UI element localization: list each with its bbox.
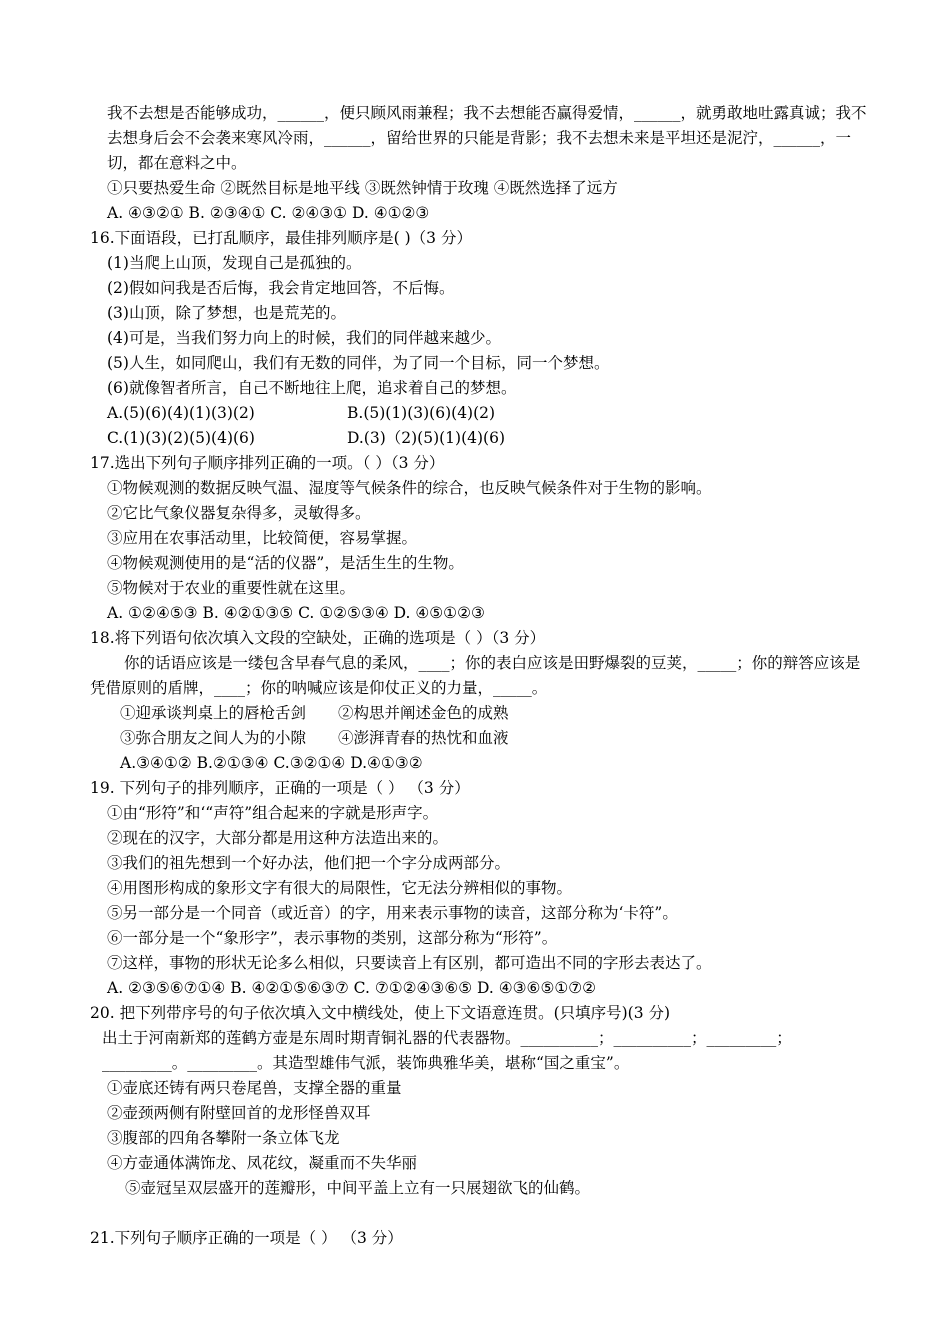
q18-item-3: ③弥合朋友之间人为的小隙 (120, 729, 307, 747)
q20-sentence: ③腹部的四角各攀附一条立体飞龙 (107, 1129, 340, 1147)
q16-options-row-2 (90, 426, 870, 451)
q17-stem: 17.选出下列句子顺序排列正确的一项。（ ）（3 分） (90, 454, 445, 472)
q20-sentence: ⑤壶冠呈双层盛开的莲瓣形，中间平盖上立有一只展翅欲飞的仙鹤。 (125, 1179, 591, 1197)
q19-sentence: ⑤另一部分是一个同音（或近音）的字，用来表示事物的读音，这部分称为‘卡符”。 (107, 904, 678, 922)
q18-item-1: ①迎承谈判桌上的唇枪舌剑 (120, 704, 307, 722)
exam-page (90, 101, 870, 1251)
q18-item-4: ④澎湃青春的热忱和血液 (338, 729, 509, 747)
q19-sentence: ⑦这样，事物的形状无论多么相似，只要读音上有区别，都可造出不同的字形去表达了。 (107, 954, 712, 972)
q16-option-d: D.(3)（2)(5)(1)(4)(6) (347, 429, 505, 447)
q17-options: A. ①②④⑤③ B. ④②①③⑤ C. ①②⑤③④ D. ④⑤①②③ (107, 604, 485, 622)
q19-sentence: ②现在的汉字，大部分都是用这种方法造出来的。 (107, 829, 449, 847)
q19-sentence: ⑥一部分是一个“象形字”，表示事物的类别，这部分称为“形符”。 (107, 929, 558, 947)
q19-sentence: ③我们的祖先想到一个好办法，他们把一个字分成两部分。 (107, 854, 511, 872)
q16-option-b: B.(5)(1)(3)(6)(4)(2) (347, 404, 496, 422)
q17-sentence: ②它比气象仪器复杂得多，灵敏得多。 (107, 504, 371, 522)
q16-sentence: (4)可是，当我们努力向上的时候，我们的同伴越来越少。 (107, 329, 501, 347)
q19-stem: 19. 下列句子的排列顺序，正确的一项是（ ） （3 分） (90, 779, 470, 797)
q20-sentence: ②壶颈两侧有附壁回首的龙形怪兽双耳 (107, 1104, 371, 1122)
q15-passage: 我不去想是否能够成功，______，便只顾风雨兼程；我不去想能否赢得爱情，______，就勇敢地吐露真诚；我不去想身后会不会袭来寒风冷雨，______，留给世界的只能是背影；我不去想未来是平坦还是泥泞，______，一切，都在意料之中。 (107, 104, 867, 172)
q15-items: ①只要热爱生命 ②既然目标是地平线 ③既然钟情于玫瑰 ④既然选择了远方 (107, 179, 618, 197)
q16-sentence: (5)人生，如同爬山，我们有无数的同伴，为了同一个目标，同一个梦想。 (107, 354, 610, 372)
q15-options: A. ④③②① B. ②③④① C. ②④③① D. ④①②③ (107, 204, 430, 222)
q18-items-row-2 (90, 726, 870, 751)
q21-stem: 21.下列句子顺序正确的一项是（ ） （3 分） (90, 1229, 403, 1247)
q20-sentence: ①壶底还铸有两只卷尾兽，支撑全器的重量 (107, 1079, 402, 1097)
q17-sentence: ⑤物候对于农业的重要性就在这里。 (107, 579, 356, 597)
q16-sentence: (3)山顶，除了梦想，也是荒芜的。 (107, 304, 346, 322)
q17-sentence: ④物候观测使用的是“活的仪器”，是活生生的生物。 (107, 554, 464, 572)
q16-sentence: (2)假如问我是否后悔，我会肯定地回答，不后悔。 (107, 279, 455, 297)
q20-passage: 出土于河南新郑的莲鹤方壶是东周时期青铜礼器的代表器物。__________；__________；_________；_________。_________。其造型雄伟气派，装饰典雅华美，堪称“国之重宝”。 (102, 1029, 792, 1072)
q19-sentence: ①由“形符”和‘“声符”组合起来的字就是形声字。 (107, 804, 439, 822)
q16-option-a: A.(5)(6)(4)(1)(3)(2) (107, 404, 255, 422)
q20-stem: 20. 把下列带序号的句子依次填入文中横线处，使上下文语意连贯。(只填序号)(3 分) (90, 1004, 671, 1022)
q19-sentence: ④用图形构成的象形文字有很大的局限性，它无法分辨相似的事物。 (107, 879, 573, 897)
q18-item-2: ②构思并阐述金色的成熟 (338, 704, 509, 722)
q18-passage: 你的话语应该是一缕包含早春气息的柔风，____；你的表白应该是田野爆裂的豆荚，_____；你的辩答应该是凭借原则的盾牌，____；你的呐喊应该是仰仗正义的力量，_____。 (90, 654, 861, 697)
q17-sentence: ①物候观测的数据反映气温、湿度等气候条件的综合，也反映气候条件对于生物的影响。 (107, 479, 712, 497)
q18-stem: 18.将下列语句依次填入文段的空缺处，正确的选项是（ ）（3 分） (90, 629, 546, 647)
q18-options: A.③④①② B.②①③④ C.③②①④ D.④①③② (120, 754, 423, 772)
q16-sentence: (1)当爬上山顶，发现自己是孤独的。 (107, 254, 362, 272)
q18-items-row-1 (90, 701, 870, 726)
q16-options-row-1 (90, 401, 870, 426)
spacer (90, 1201, 870, 1226)
q17-sentence: ③应用在农事活动里，比较简便，容易掌握。 (107, 529, 418, 547)
q19-options: A. ②③⑤⑥⑦①④ B. ④②①⑤⑥③⑦ C. ⑦①②④③⑥⑤ D. ④③⑥⑤①⑦② (107, 979, 597, 997)
q16-sentence: (6)就像智者所言，自己不断地往上爬，追求着自己的梦想。 (107, 379, 517, 397)
q16-option-c: C.(1)(3)(2)(5)(4)(6) (107, 429, 255, 447)
q20-sentence: ④方壶通体满饰龙、凤花纹，凝重而不失华丽 (107, 1154, 418, 1172)
q16-stem: 16.下面语段，已打乱顺序，最佳排列顺序是( )（3 分） (90, 229, 472, 247)
